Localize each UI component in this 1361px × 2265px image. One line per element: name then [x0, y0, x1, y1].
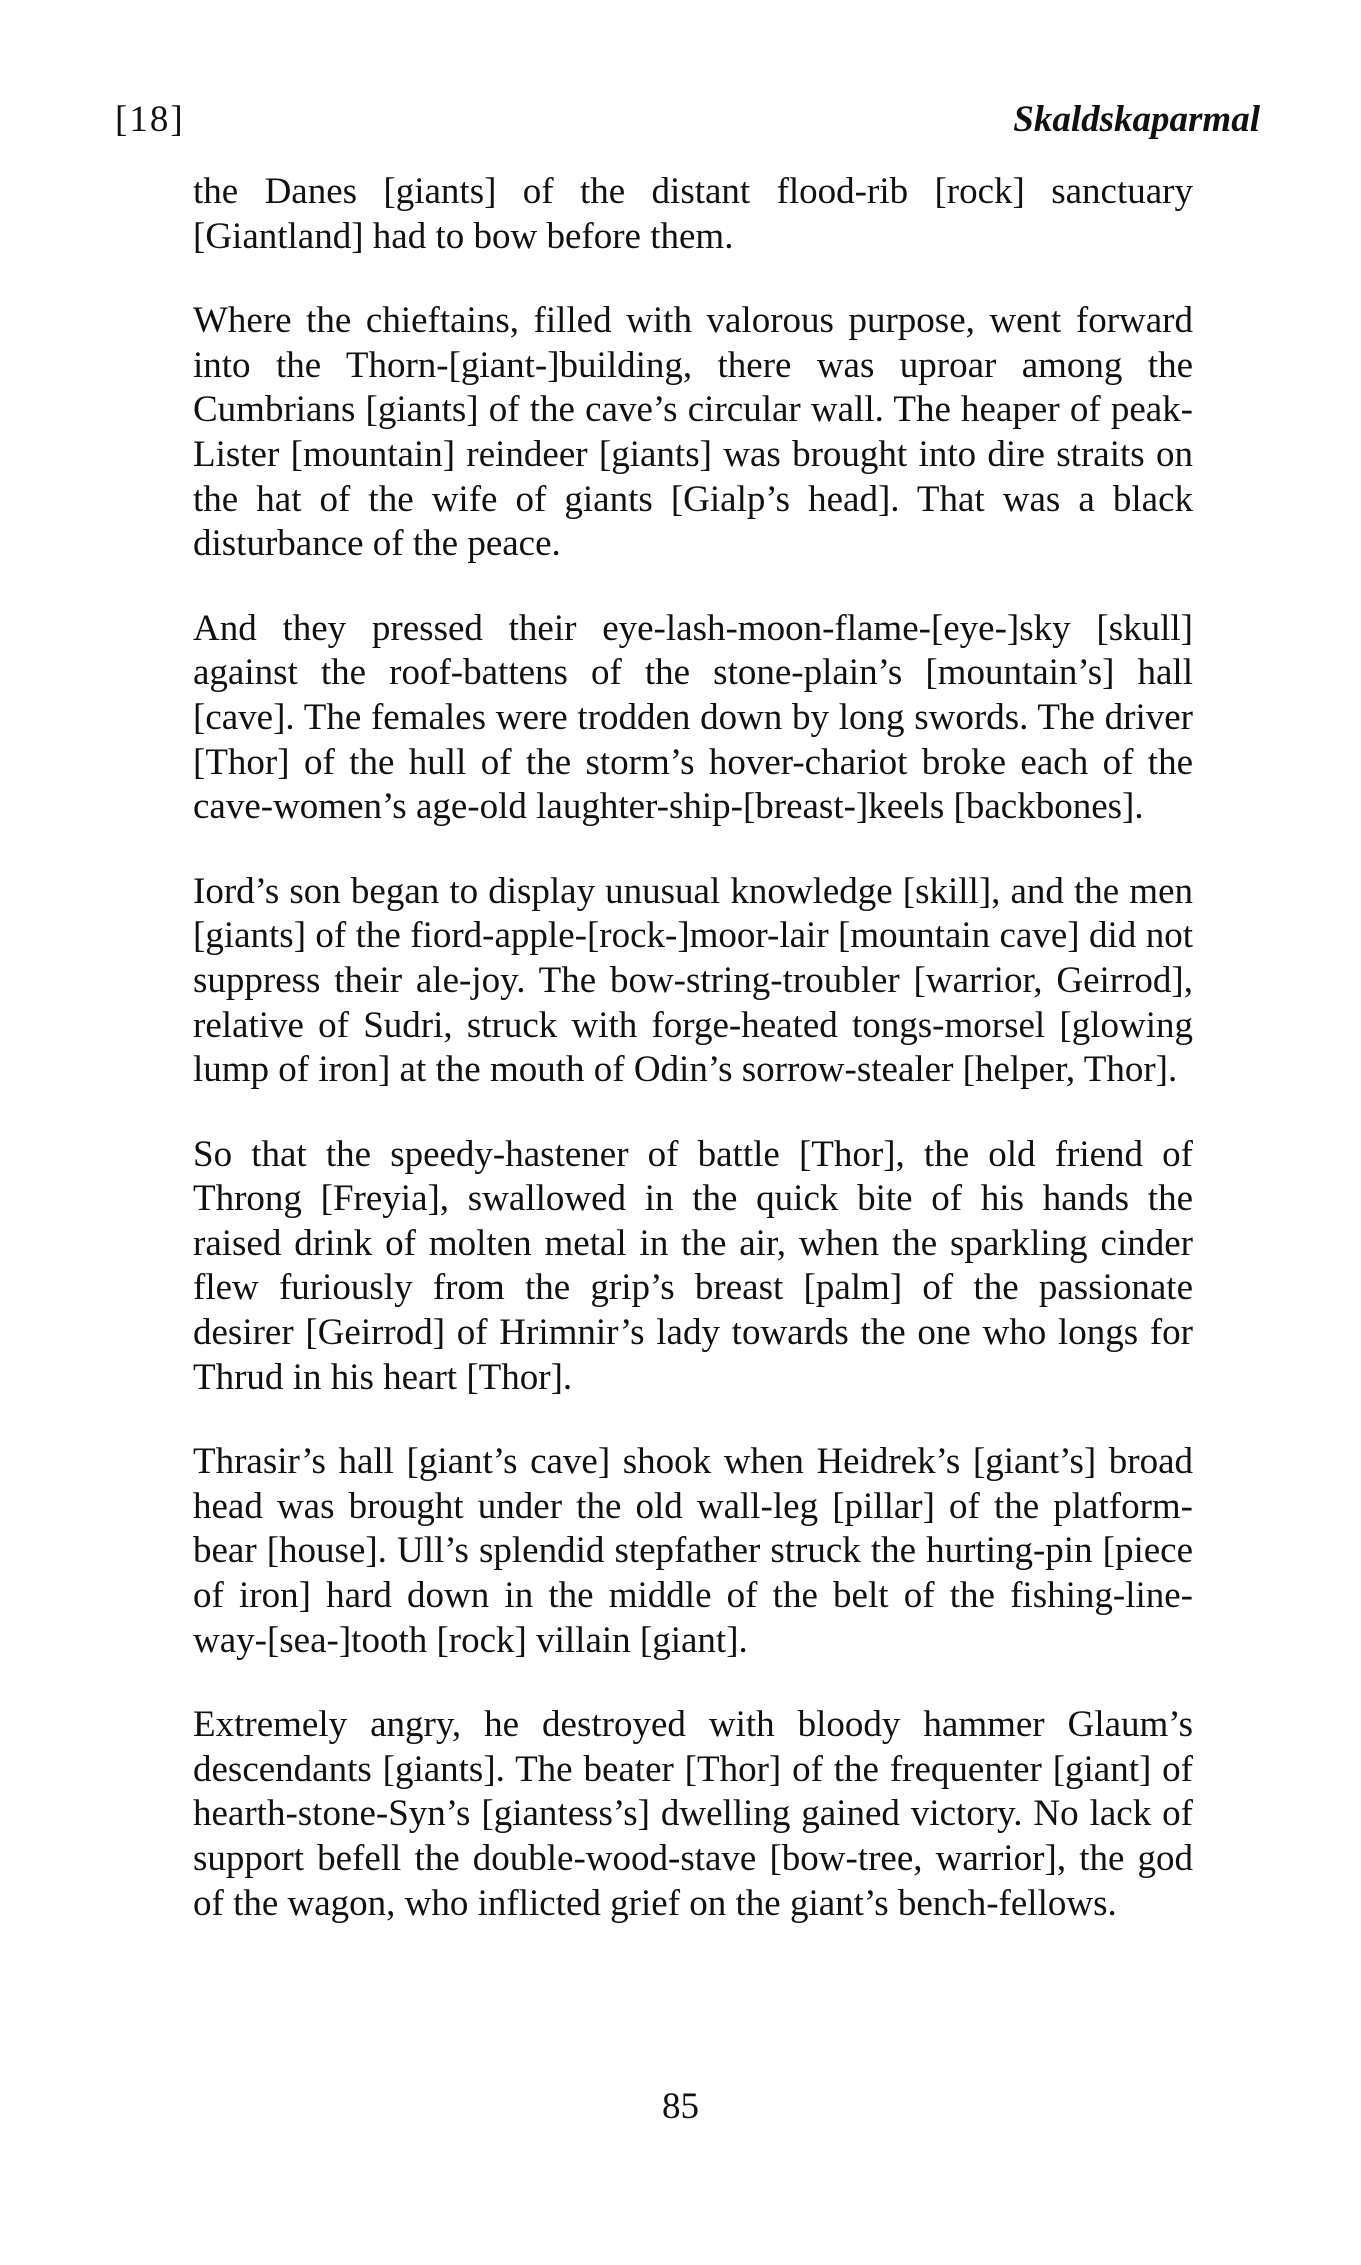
paragraph-4: Iord’s son began to display unusual knowledge [skill], and the men [giants] of the fiord-apple-[rock-]moor-lair [mountain cave] did not suppress their ale-joy. The bow-string-troubler [warrior, Geirrod], relative of Sudri, struck with forge-heated tongs-morsel [glowing lump of iron] at the mouth of Odin’s sorrow-stealer [helper, Thor].: [193, 870, 1193, 1091]
paragraph-3: And they pressed their eye-lash-moon-flame-[eye-]sky [skull] against the roof-battens of the stone-plain’s [mountain’s] hall [cave]. The females were trodden down by long swords. The driver [Thor] of the hull of the storm’s hover-chariot broke each of the cave-women’s age-old laughter-ship-[breast-]keels [backbones].: [193, 607, 1193, 828]
body-text: [193, 170, 1193, 1966]
paragraph-7: Extremely angry, he destroyed with bloody hammer Glaum’s descendants [giants]. The beater [Thor] of the frequenter [giant] of hearth-stone-Syn’s [giantess’s] dwelling gained victory. No lack of support befell the double-wood-stave [bow-tree, warrior], the god of the wagon, who inflicted grief on the giant’s bench-fellows.: [193, 1704, 1193, 1924]
running-head: [115, 95, 1260, 145]
page-number: 85: [662, 2086, 699, 2127]
paragraph-5: So that the speedy-hastener of battle [Thor], the old friend of Throng [Freyia], swallowed in the quick bite of his hands the raised drink of molten metal in the air, when the sparkling cinder flew furiously from the grip’s breast [palm] of the passionate desirer [Geirrod] of Hrimnir’s lady towards the one who longs for Thrud in his heart [Thor].: [193, 1133, 1193, 1398]
paragraph-6: Thrasir’s hall [giant’s cave] shook when Heidrek’s [giant’s] broad head was brought under the old wall-leg [pillar] of the platform-bear [house]. Ull’s splendid stepfather struck the hurting-pin [piece of iron] hard down in the middle of the belt of the fishing-line-way-[sea-]tooth [rock] villain [giant].: [193, 1441, 1193, 1661]
paragraph-2: Where the chieftains, filled with valorous purpose, went forward into the Thorn-[giant-]building, there was uproar among the Cumbrians [giants] of the cave’s circular wall. The heaper of peak-Lister [mountain] reindeer [giants] was brought into dire straits on the hat of the wife of giants [Gialp’s head]. That was a black disturbance of the peace.: [193, 300, 1193, 565]
paragraph-1: the Danes [giants] of the distant flood-rib [rock] sanctuary [Giantland] had to bow before them.: [193, 171, 1193, 257]
bracketed-page-number: [18]: [115, 99, 185, 140]
section-title: Skaldskaparmal: [1013, 99, 1260, 140]
